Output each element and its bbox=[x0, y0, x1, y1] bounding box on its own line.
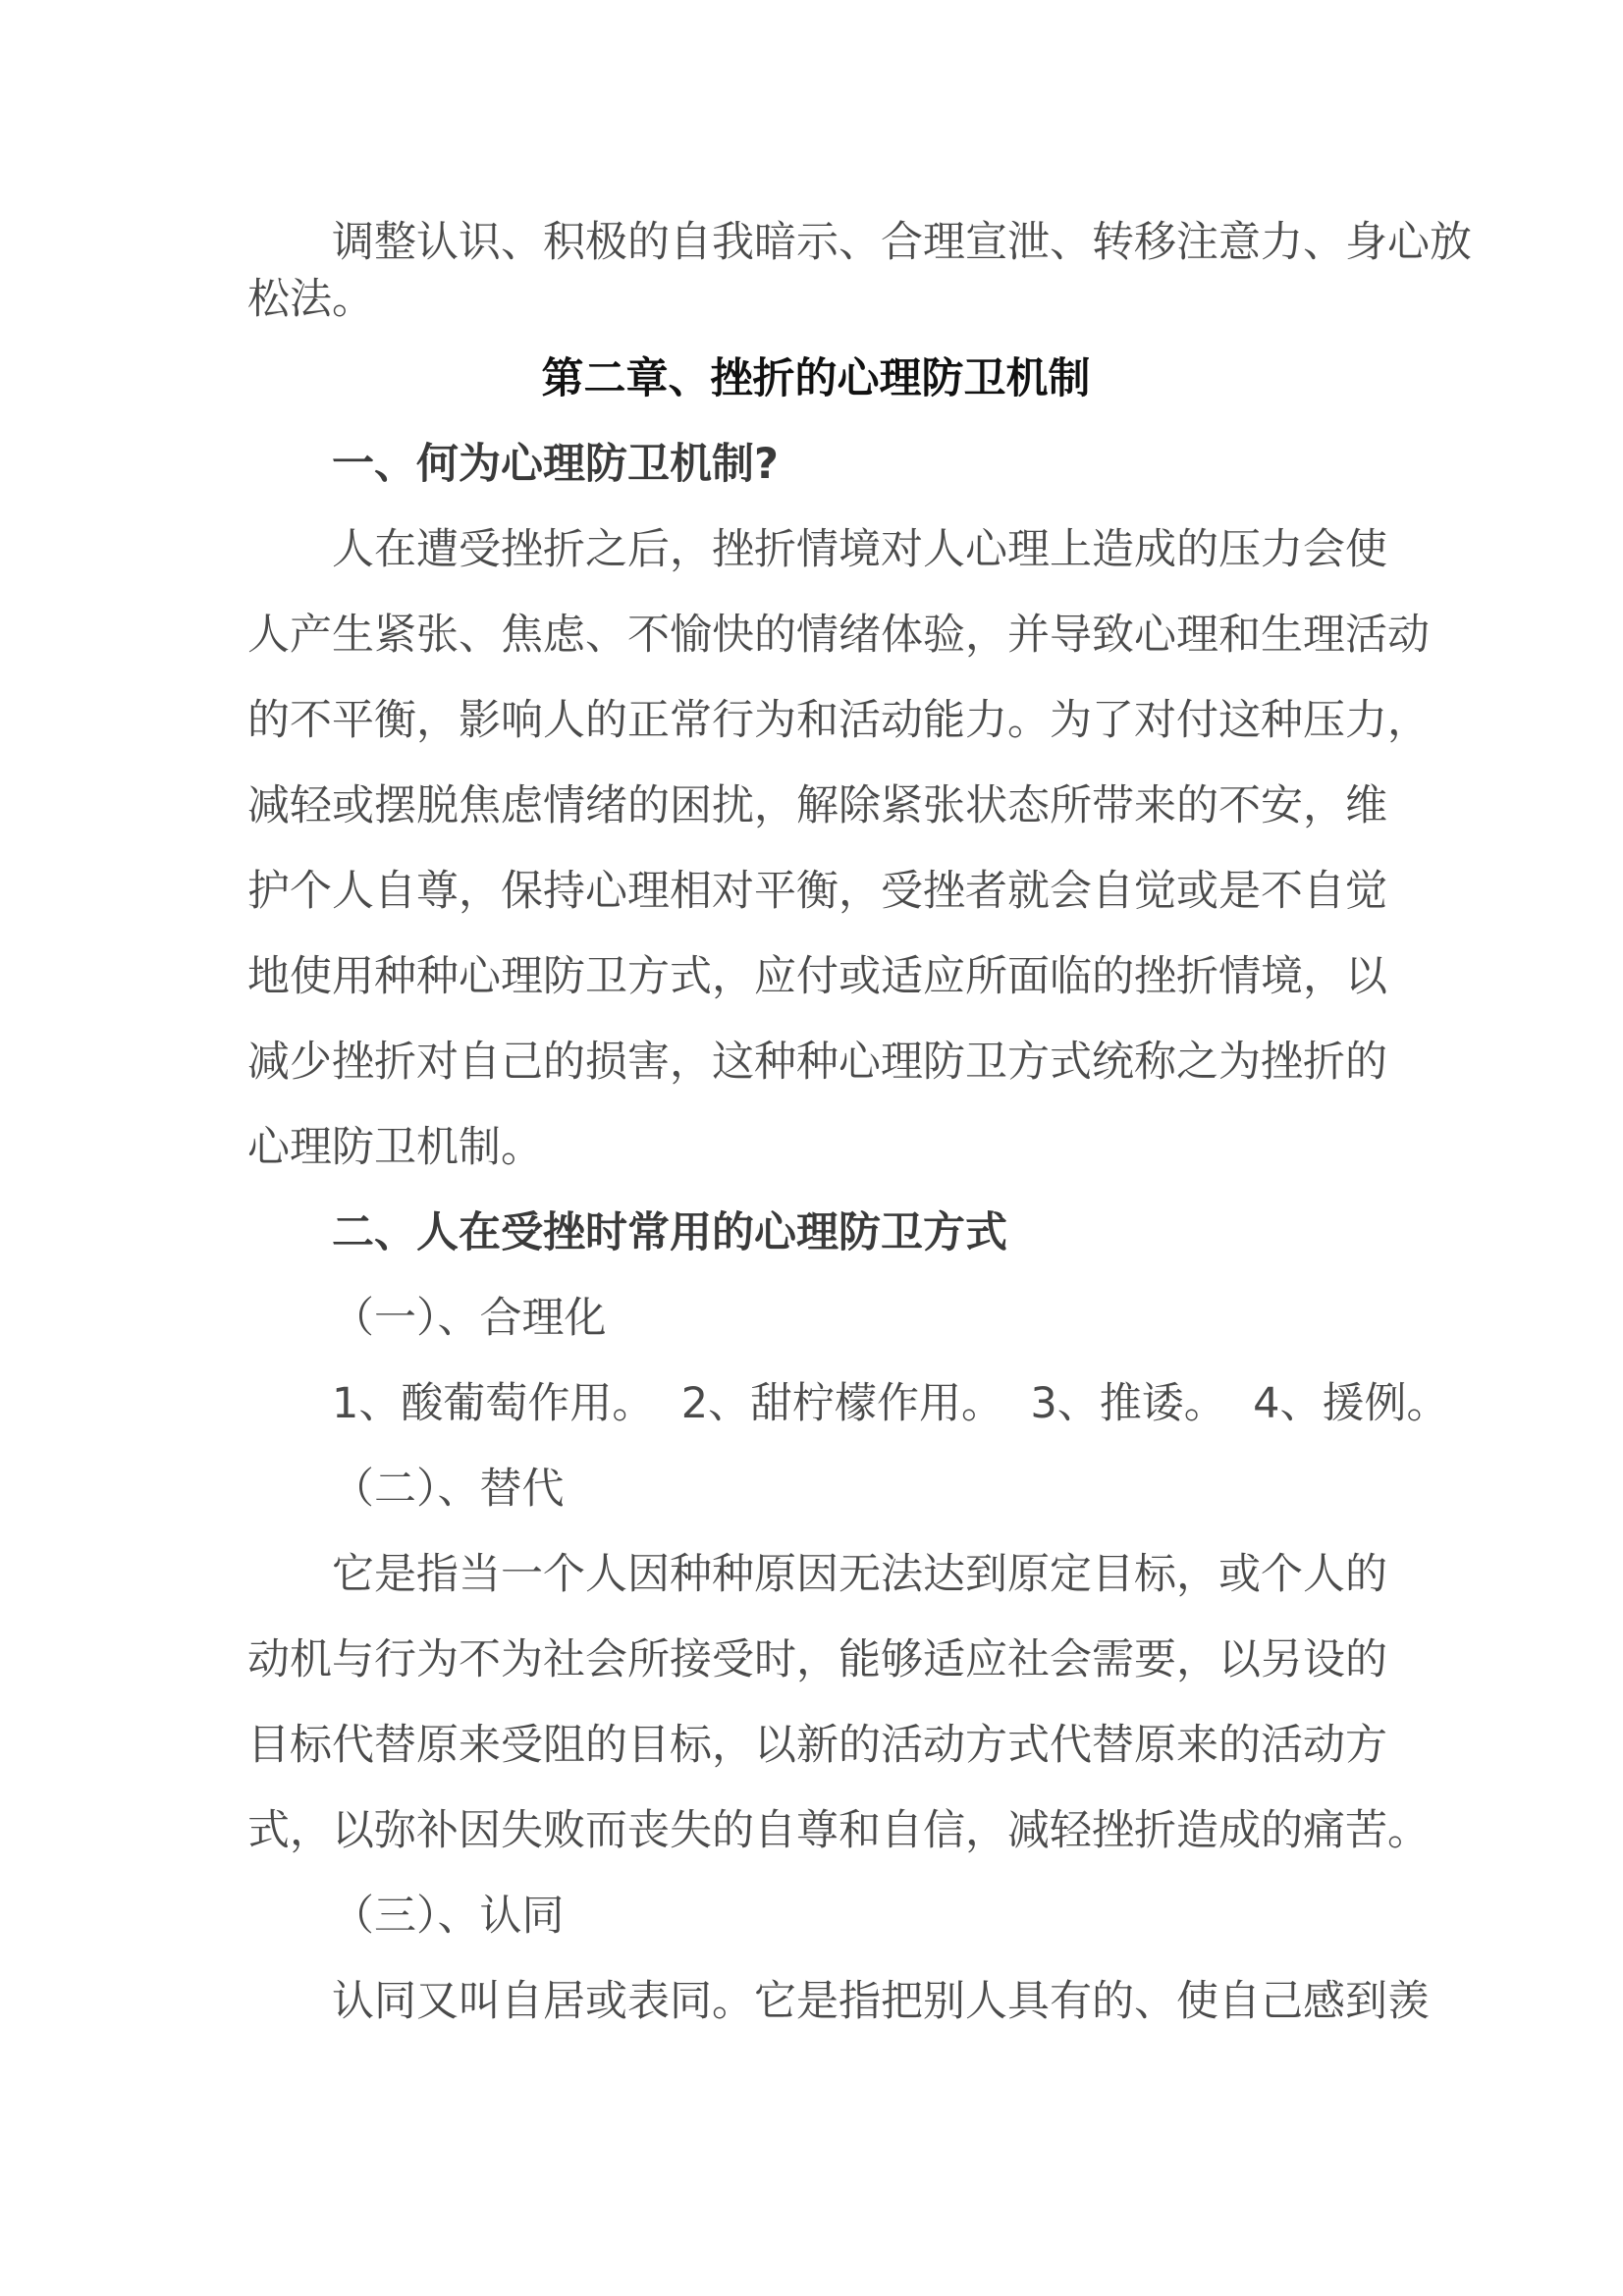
text-line: 动机与行为不为社会所接受时，能够适应社会需要，以另设的 bbox=[247, 1635, 1387, 1684]
section2-title: 二、人在受挫时常用的心理防卫方式 bbox=[332, 1208, 1007, 1257]
text-line: 人在遭受挫折之后，挫折情境对人心理上造成的压力会使 bbox=[332, 525, 1387, 574]
subsection3-paragraph bbox=[247, 1959, 1430, 2045]
subsection2-paragraph bbox=[247, 1532, 1430, 1874]
section1-paragraph bbox=[247, 507, 1430, 1191]
text-line: 心理防卫机制。 bbox=[247, 1123, 543, 1172]
section1-title: 一、何为心理防卫机制? bbox=[332, 440, 779, 489]
text-line: 式，以弥补因失败而丧失的自尊和自信，减轻挫折造成的痛苦。 bbox=[247, 1806, 1430, 1855]
chapter-title: 第二章、挫折的心理防卫机制 bbox=[541, 354, 1091, 403]
text-line: 地使用种种心理防卫方式，应付或适应所面临的挫折情境，以 bbox=[247, 952, 1387, 1001]
text-line: 减轻或摆脱焦虑情绪的困扰，解除紧张状态所带来的不安，维 bbox=[247, 781, 1387, 830]
text-line: 松法。 bbox=[247, 275, 374, 324]
text-line: 调整认识、积极的自我暗示、合理宣泄、转移注意力、身心放 bbox=[332, 218, 1472, 267]
text-line: 护个人自尊，保持心理相对平衡，受挫者就会自觉或是不自觉 bbox=[247, 867, 1387, 916]
text-line: 减少挫折对自己的损害，这种种心理防卫方式统称之为挫折的 bbox=[247, 1038, 1387, 1087]
text-line: 认同又叫自居或表同。它是指把别人具有的、使自己感到羡 bbox=[332, 1977, 1430, 2026]
text-line: 它是指当一个人因种种原因无法达到原定目标，或个人的 bbox=[332, 1550, 1387, 1599]
subsection1-title: （一）、合理化 bbox=[332, 1294, 607, 1343]
text-line: 目标代替原来受阻的目标，以新的活动方式代替原来的活动方 bbox=[247, 1721, 1387, 1770]
subsection3-title: （三）、认同 bbox=[332, 1892, 565, 1941]
text-line: 人产生紧张、焦虑、不愉快的情绪体验，并导致心理和生理活动 bbox=[247, 611, 1430, 660]
subsection2-title: （二）、替代 bbox=[332, 1465, 565, 1514]
document-page bbox=[247, 214, 1472, 2045]
intro-paragraph bbox=[247, 214, 1472, 328]
text-line: 的不平衡，影响人的正常行为和活动能力。为了对付这种压力， bbox=[247, 696, 1430, 745]
subsection1-list: 1、酸葡萄作用。 2、甜柠檬作用。 3、推诿。 4、援例。 bbox=[332, 1379, 1449, 1428]
